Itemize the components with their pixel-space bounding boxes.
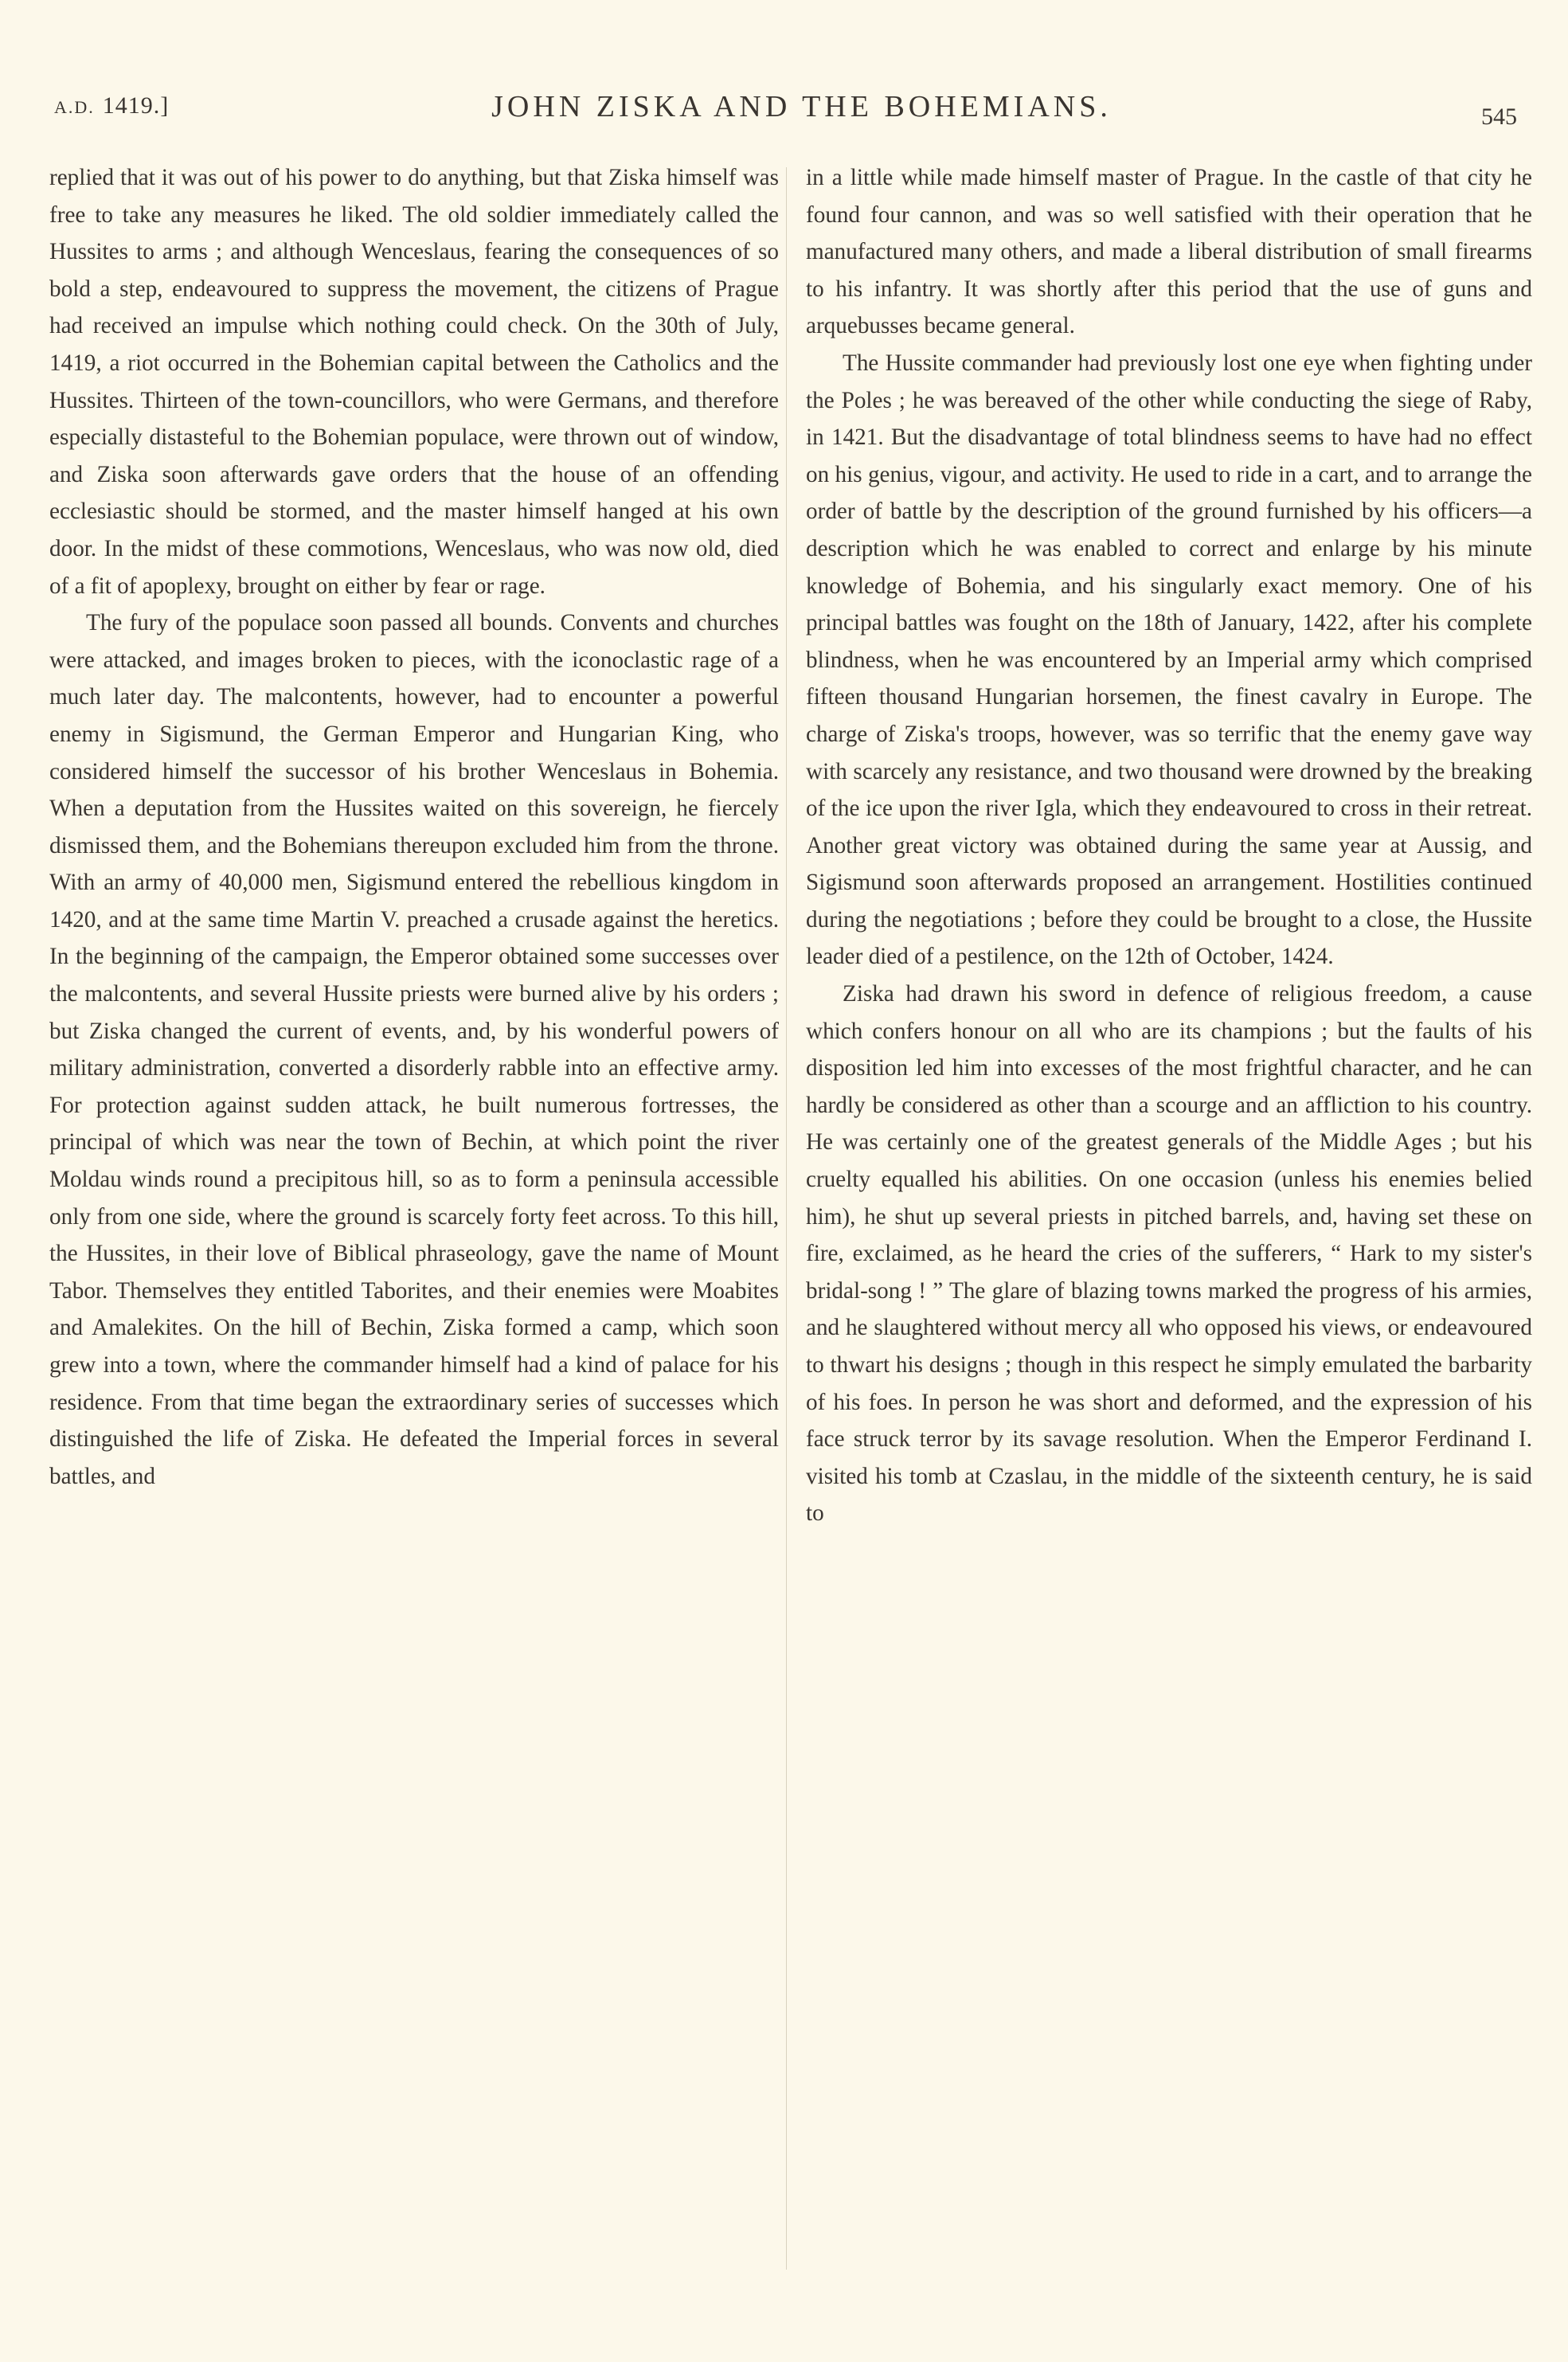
paragraph: replied that it was out of his power to do anything, but that Ziska himself was free to take any measures he liked. The old soldier immediately called the Hussites to arms ; and although Wenceslaus, fearing the consequences of so bold a step, endeavoured to suppress the movement, the citizens of Prague had received an impulse which nothing could check. On the 30th of July, 1419, a riot occurred in the Bohemian capital between the Catholics and the Hussites. Thirteen of the town-councillors, who were Germans, and therefore especially distasteful to the Bohemian populace, were thrown out of window, and Ziska soon afterwards gave orders that the house of an offending ecclesiastic should be stormed, and the master himself hanged at his own door. In the midst of these commotions, Wenceslaus, who was now old, died of a fit of apoplexy, brought on either by fear or rage. [49,165,779,599]
paragraph: Ziska had drawn his sword in defence of religious freedom, a cause which confers honour on all who are its champions ; but the faults of his disposition led him into excesses of the most frightful character, and he can hardly be considered as other than a scourge and an affliction to his country. He was certainly one of the greatest generals of the Middle Ages ; but his cruelty equalled his abilities. On one occasion (unless his enemies belied him), he shut up several priests in pitched barrels, and, having set these on fire, exclaimed, as he heard the cries of the sufferers, “ Hark to my sister's bridal-song ! ” The glare of blazing towns marked the progress of his armies, and he slaughtered without mercy all who opposed his views, or endeavoured to thwart his designs ; though in this respect he simply emulated the barbarity of his foes. In person he was short and deformed, and the expression of his face struck terror by its savage resolution. When the Emperor Ferdinand I. visited his tomb at Czaslau, in the middle of the sixteenth century, he is said to [806,981,1532,1527]
right-column [806,159,1532,1532]
running-head [54,86,1517,134]
running-head-title: JOHN ZISKA AND THE BOHEMIANS. [491,90,1112,123]
paragraph: The fury of the populace soon passed all bounds. Convents and churches were attacked, and images broken to pieces, with the iconoclastic rage of a much later day. The malcontents, however, had to encounter a powerful enemy in Sigismund, the German Emperor and Hungarian King, who considered himself the successor of his brother Wenceslaus in Bohemia. When a deputation from the Hussites waited on this sovereign, he fiercely dismissed them, and the Bohemians thereupon excluded him from the throne. With an army of 40,000 men, Sigismund entered the rebellious kingdom in 1420, and at the same time Martin V. preached a crusade against the heretics. In the beginning of the campaign, the Emperor obtained some successes over the malcontents, and several Hussite priests were burned alive by his orders ; but Ziska changed the current of events, and, by his wonderful powers of military administration, converted a disorderly rabble into an effective army. For protection against sudden attack, he built numerous fortresses, the principal of which was near the town of Bechin, at which point the river Moldau winds round a precipitous hill, so as to form a peninsula accessible only from one side, where the ground is scarcely forty feet across. To this hill, the Hussites, in their love of Biblical phraseology, gave the name of Mount Tabor. Themselves they entitled Taborites, and their enemies were Moabites and Amalekites. On the hill of Bechin, Ziska formed a camp, which soon grew into a town, where the commander himself had a kind of palace for his residence. From that time began the extraordinary series of successes which distinguished the life of Ziska. He defeated the Imperial forces in several battles, and [49,610,779,1489]
running-head-year: 1419.] [102,92,170,119]
anno-domini-label: A.D. [54,97,95,117]
paragraph: in a little while made himself master of Prague. In the castle of that city he found four cannon, and was so well satisfied with their operation that he manufactured many others, and made a liberal distribution of small firearms to his infantry. It was shortly after this period that the use of guns and arquebusses became general. [806,165,1532,339]
paragraph: The Hussite commander had previously lost one eye when fighting under the Poles ; he was bereaved of the other while conducting the siege of Raby, in 1421. But the disadvantage of total blindness seems to have had no effect on his genius, vigour, and activity. He used to ride in a cart, and to arrange the order of battle by the description of the ground furnished by his officers—a description which he was enabled to correct and enlarge by his minute knowledge of Bohemia, and his singularly exact memory. One of his principal battles was fought on the 18th of January, 1422, after his complete blindness, when he was encountered by an Imperial army which comprised fifteen thousand Hungarian horsemen, the finest cavalry in Europe. The charge of Ziska's troops, however, was so terrific that the enemy gave way with scarcely any resistance, and two thousand were drowned by the breaking of the ice upon the river Igla, which they endeavoured to cross in their retreat. Another great victory was obtained during the same year at Aussig, and Sigismund soon afterwards proposed an arrangement. Hostilities continued during the negotiations ; before they could be brought to a close, the Hussite leader died of a pestilence, on the 12th of October, 1424. [806,350,1532,970]
left-column [49,159,779,1495]
column-divider [786,167,787,2270]
page-number: 545 [1481,104,1517,130]
